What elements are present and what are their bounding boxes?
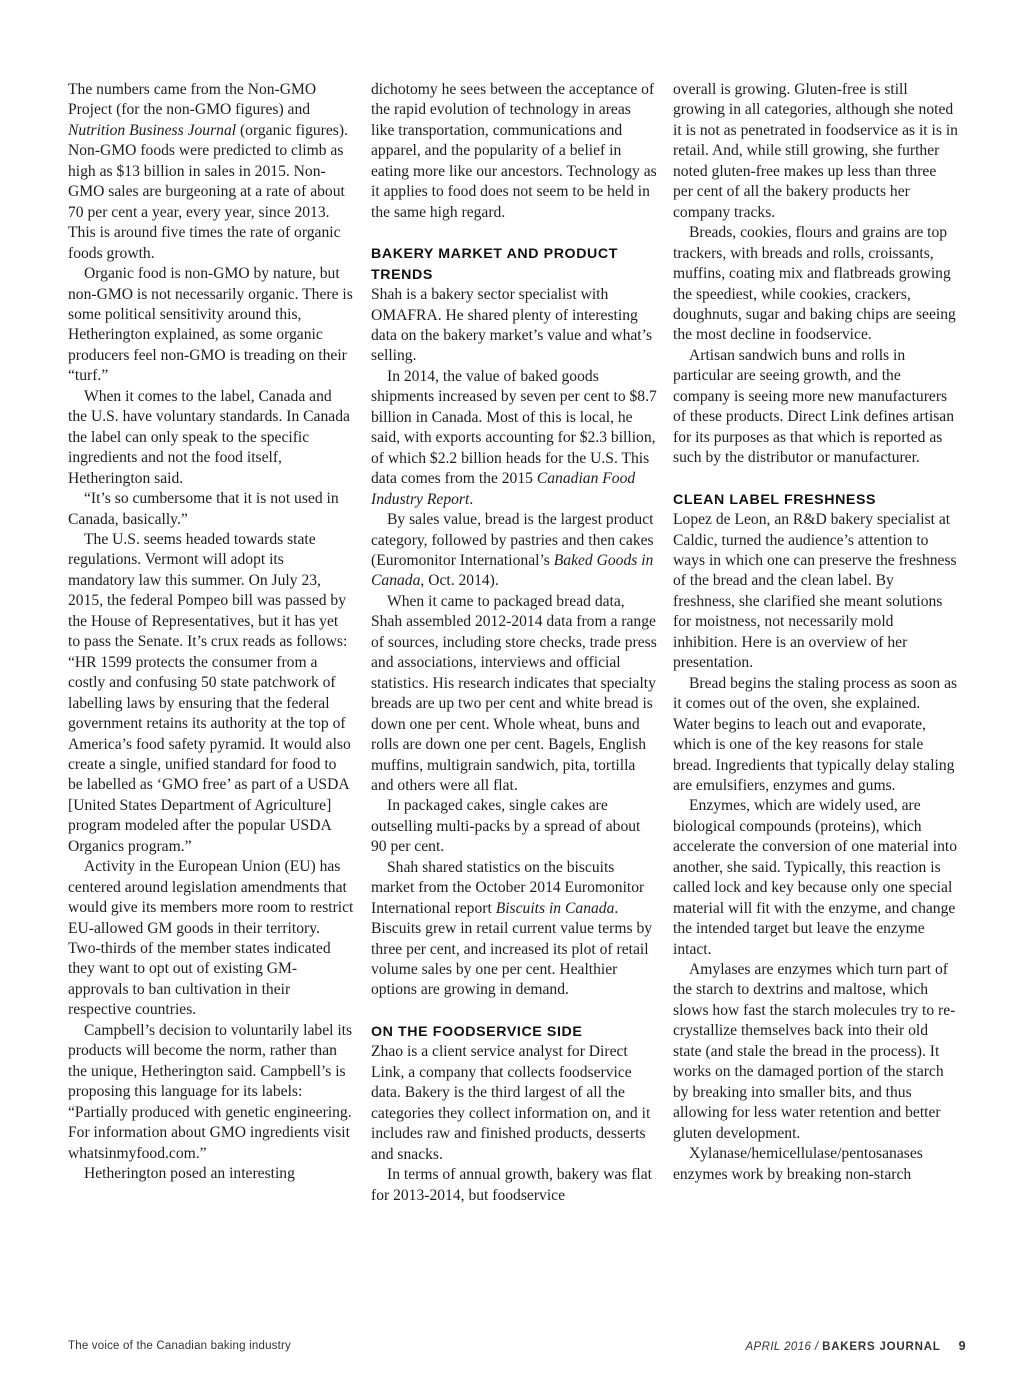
footer-magazine-name: BAKERS JOURNAL: [822, 1341, 941, 1353]
paragraph-text: In 2014, the value of baked goods shipments increased by seven per cent to $8.7 billion in Canada. Most of this is local, he said, with exports accounting for $2.3 billion, of which $2.2 billion heads for the U.S. This data comes from the 2015: [371, 367, 657, 488]
paragraph-text: . Biscuits grew in retail current value terms by three per cent, and increased its plot of retail volume sales by one per cent. Healthier options are growing in demand.: [371, 899, 653, 999]
footer-folio: [745, 1339, 966, 1353]
section-heading: ON THE FOODSERVICE SIDE: [371, 1023, 583, 1040]
body-paragraph: [68, 489, 354, 530]
body-paragraph: [371, 796, 657, 857]
paragraph-text: When it came to packaged bread data, Shah assembled 2012-2014 data from a range of sources, including store checks, trade press and associations, interviews and official statistics. His research indicates that specialty breads are up two per cent and white bread is down one per cent. Whole wheat, buns and rolls are down one per cent. Bagels, English muffins, multigrain sandwich, pita, tortilla and others were all flat.: [371, 592, 657, 794]
body-paragraph: [673, 674, 959, 797]
paragraph-text: The numbers came from the Non-GMO Project (for the non-GMO figures) and: [68, 81, 317, 119]
body-paragraph: [68, 264, 354, 387]
paragraph-text: The U.S. seems headed towards state regulations. Vermont will adopt its mandatory law this summer. On July 23, 2015, the federal Pompeo bill was passed by the House of Representatives, but it has yet to pass the Senate. It’s crux reads as follows: “HR 1599 protects the consumer from a costly and confusing 50 state patchwork of labelling laws by ensuring that the federal government retains its authority at the top of America’s food safety pyramid. It would also create a single, unified standard for food to be labelled as ‘GMO free’ as part of a USDA [United States Department of Agriculture] program modeled after the popular USDA Organics program.”: [68, 530, 351, 855]
body-paragraph: [673, 80, 959, 223]
paragraph-text: Breads, cookies, flours and grains are top trackers, with breads and rolls, croissants, muffins, coating mix and flatbreads growing the speediest, while cookies, crackers, doughnuts, sugar and baking chips are seeing the most decline in foodservice.: [673, 224, 956, 344]
paragraph-text: When it comes to the label, Canada and the U.S. have voluntary standards. In Canada the label can only speak to the specific ingredients and not the food itself, Hetherington said.: [68, 387, 350, 487]
body-paragraph: [68, 80, 354, 264]
paragraph-text: In packaged cakes, single cakes are outselling multi-packs by a spread of about 90 per cent.: [371, 797, 641, 856]
italic-title: Biscuits in Canada: [495, 899, 615, 917]
paragraph-text: Organic food is non-GMO by nature, but non-GMO is not necessarily organic. There is some political sensitivity around this, Hetherington explained, as some organic producers feel non-GMO is treading on their “turf.”: [68, 265, 353, 385]
body-paragraph: [68, 1164, 354, 1184]
italic-title: Baked Goods in Canada: [371, 551, 654, 590]
body-paragraph: [673, 223, 959, 346]
section-heading: BAKERY MARKET AND PRODUCT TRENDS: [371, 246, 618, 283]
body-paragraph: [371, 1042, 657, 1165]
paragraph-text: By sales value, bread is the largest product category, followed by pastries and then cakes (Euromonitor International’s: [371, 511, 654, 569]
article-column-3: [673, 80, 959, 1185]
paragraph-text: Lopez de Leon, an R&D bakery specialist at Caldic, turned the audience’s attention to ways in which one can preserve the freshness of the bread and the clean label. By freshness, she clarified she meant solutions for moistness, not necessarily mold inhibition. Here is an overview of her presentation.: [673, 511, 957, 672]
body-paragraph: [68, 387, 354, 489]
body-paragraph: [68, 1021, 354, 1164]
body-paragraph: [371, 858, 657, 1001]
footer-issue-date: APRIL 2016: [745, 1341, 812, 1353]
paragraph-text: “It’s so cumbersome that it is not used in Canada, basically.”: [68, 490, 339, 528]
paragraph-text: (organic figures). Non-GMO foods were predicted to climb as high as $13 billion in sales in 2015. Non-GMO sales are burgeoning at a rate of about 70 per cent a year, every year, since 2013. This is around five times the rate of organic foods growth.: [68, 121, 348, 262]
footer-page-number: 9: [958, 1339, 966, 1353]
body-paragraph: [673, 796, 959, 960]
paragraph-text: In terms of annual growth, bakery was flat for 2013-2014, but foodservice: [371, 1166, 653, 1204]
paragraph-text: Campbell’s decision to voluntarily label its products will become the norm, rather than the unique, Hetherington said. Campbell’s is proposing this language for its labels: “Partially produced with genetic engineering. For information about GMO ingredients visit whatsinmyfood.com.”: [68, 1021, 353, 1162]
paragraph-text: , Oct. 2014).: [420, 572, 499, 590]
body-paragraph: [371, 285, 657, 367]
paragraph-text: dichotomy he sees between the acceptance of the rapid evolution of technology in areas like transportation, communications and apparel, and the popularity of a belief in eating more like our ancestors. Technology as it applies to food does not seem to be held in the same high regard.: [371, 81, 657, 221]
paragraph-text: .: [469, 490, 474, 508]
paragraph-text: Shah shared statistics on the biscuits market from the October 2014 Euromonitor International report: [371, 858, 645, 917]
paragraph-text: Bread begins the staling process as soon as it comes out of the oven, she explained. Water begins to leach out and evaporate, which is one of the key reasons for stale bread. Ingredients that typically delay staling are emulsifiers, enzymes and gums.: [673, 674, 958, 794]
body-paragraph: [673, 1144, 959, 1185]
body-paragraph: [68, 857, 354, 1021]
footer-separator: /: [811, 1341, 823, 1353]
body-paragraph: [673, 510, 959, 674]
paragraph-text: overall is growing. Gluten-free is still growing in all categories, although she noted it is not as penetrated in foodservice as it is in retail. And, while still growing, she further noted gluten-free makes up less than three per cent of all the bakery products her company tracks.: [673, 81, 958, 221]
body-paragraph: [371, 80, 657, 223]
paragraph-text: Zhao is a client service analyst for Direct Link, a company that collects foodservice data. Bakery is the third largest of all the categories they collect information on, and it includes raw and finished products, desserts and snacks.: [371, 1043, 651, 1163]
body-paragraph: [68, 530, 354, 857]
paragraph-text: Amylases are enzymes which turn part of the starch to dextrins and maltose, which slows how fast the starch molecules try to re-crystallize themselves back into their old state (and stale the bread in the process). It works on the damaged portion of the starch by breaking into smaller bits, and thus allowing for less water retention and better gluten development.: [673, 961, 956, 1142]
article-column-2: [371, 80, 657, 1206]
italic-title: Nutrition Business Journal: [68, 121, 237, 139]
article-column-1: [68, 80, 354, 1184]
body-paragraph: [371, 367, 657, 510]
paragraph-text: Artisan sandwich buns and rolls in particular are seeing growth, and the company is seeing more new manufacturers of these products. Direct Link defines artisan for its purposes as that which is reported as such by the distributor or manufacturer.: [673, 346, 955, 467]
paragraph-text: Hetherington posed an interesting: [84, 1165, 295, 1183]
paragraph-text: Shah is a bakery sector specialist with OMAFRA. He shared plenty of interesting data on the bakery market’s value and what’s selling.: [371, 286, 653, 365]
body-paragraph: [673, 960, 959, 1144]
body-paragraph: [371, 592, 657, 797]
body-paragraph: [371, 1165, 657, 1206]
italic-title: Canadian Food Industry Report: [371, 470, 636, 508]
footer-tagline: The voice of the Canadian baking industry: [68, 1340, 291, 1352]
section-heading: CLEAN LABEL FRESHNESS: [673, 491, 877, 508]
body-paragraph: [371, 510, 657, 592]
paragraph-text: Activity in the European Union (EU) has centered around legislation amendments that would give its members more room to restrict EU-allowed GM goods in their territory. Two-thirds of the member states indicated they want to opt out of existing GM-approvals to ban cultivation in their respective countries.: [68, 858, 354, 1019]
paragraph-text: Xylanase/hemicellulase/pentosanases enzymes work by breaking non-starch: [673, 1145, 923, 1183]
paragraph-text: Enzymes, which are widely used, are biological compounds (proteins), which accelerate the conversion of one material into another, she said. Typically, this reaction is called lock and key because only one special material will fit with the enzyme, and change the intended target but leave the enzyme intact.: [673, 797, 958, 958]
body-paragraph: [673, 346, 959, 469]
